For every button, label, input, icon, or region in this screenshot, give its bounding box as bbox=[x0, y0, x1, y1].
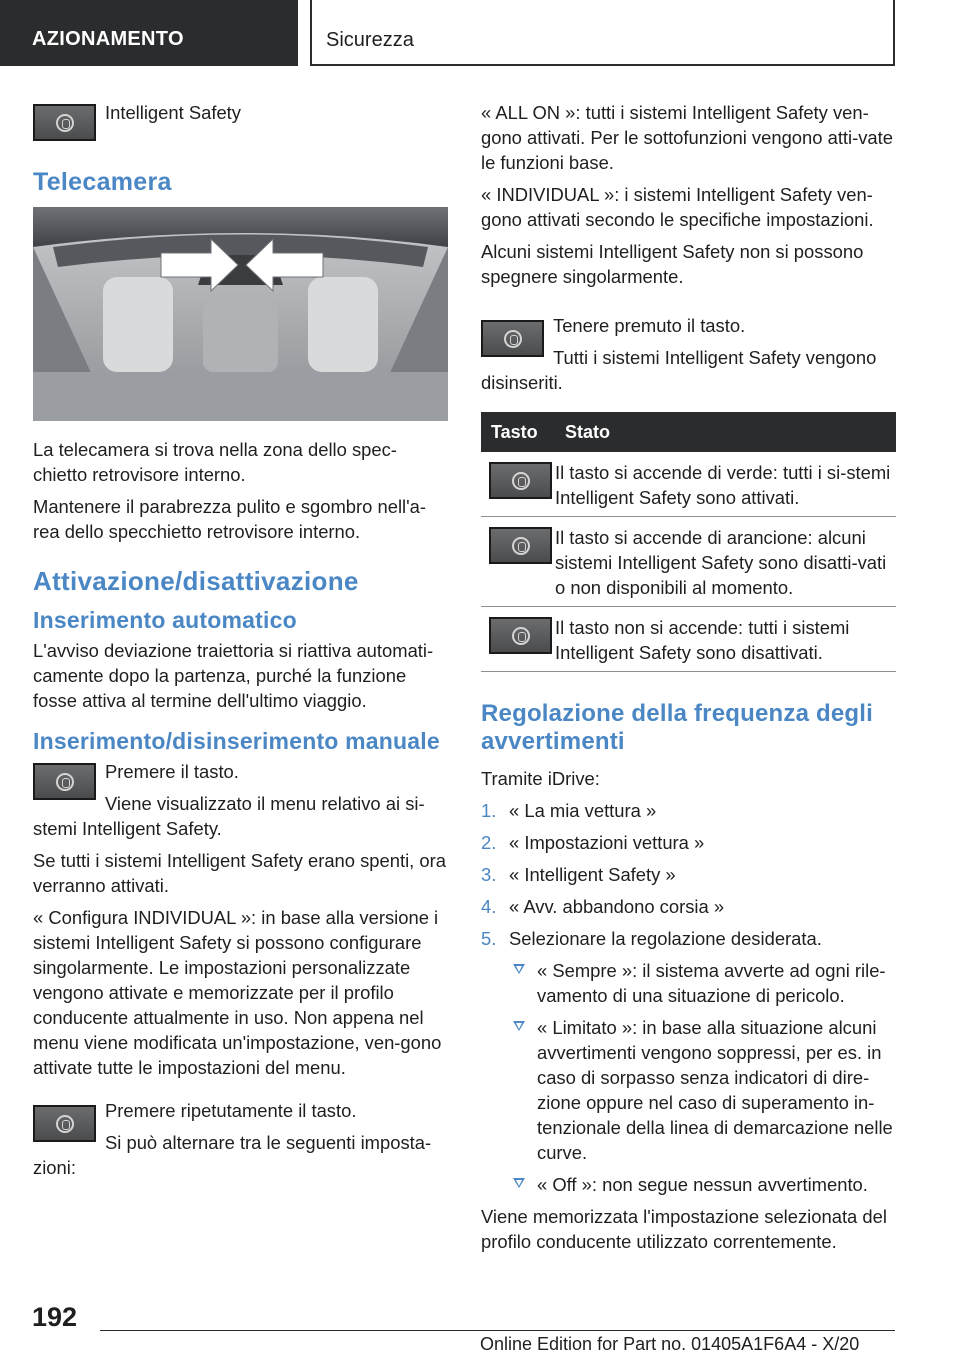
list-item: « Off »: non segue nessun avvertimento. bbox=[509, 1172, 896, 1197]
section-tab bbox=[0, 0, 298, 66]
press-result: Viene visualizzato il menu relativo ai si-stemi Intelligent Safety. bbox=[33, 793, 425, 839]
steps-list bbox=[481, 798, 896, 1197]
table-row bbox=[481, 517, 896, 607]
safety-icon bbox=[56, 773, 74, 791]
camera-paragraph-2: Mantenere il parabrezza pulito e sgombro nell'a-rea dello specchietto retrovisore interno. bbox=[33, 496, 426, 542]
safety-icon bbox=[512, 537, 530, 555]
camera-heading: Telecamera bbox=[33, 168, 172, 196]
press-repeat-result: Si può alternare tra le seguenti imposta-zioni: bbox=[33, 1132, 432, 1178]
auto-paragraph: L'avviso deviazione traiettoria si riattiva automati-camente dopo la partenza, purché la funzione fosse attiva al termine dell'ultimo viaggio. bbox=[33, 640, 434, 711]
config-paragraph: « Configura INDIVIDUAL »: in base alla versione i sistemi Intelligent Safety si possono configurare singolarmente. Le impostazioni personalizzate vengono attivate e memorizzate per il profilo conducente attualmente in uso. Non appena nel menu viene modificata un'impostazione, ven-gono attivate tutte le impostazioni del menu. bbox=[33, 907, 442, 1078]
triangle-bullet-icon bbox=[513, 964, 525, 974]
col-state-header: Stato bbox=[555, 412, 896, 452]
intelligent-safety-button-image bbox=[33, 104, 96, 141]
list-item: « Sempre »: il sistema avverte ad ogni rile-vamento di una situazione di pericolo. bbox=[509, 958, 896, 1008]
button-state-table bbox=[481, 412, 896, 672]
button-orange-image bbox=[489, 527, 552, 564]
state-cell: Il tasto non si accende: tutti i sistemi Intelligent Safety sono disattivati. bbox=[555, 607, 896, 672]
list-item: « Limitato »: in base alla situazione alcuni avvertimenti vengono soppressi, per es. in caso di sorpasso senza indicatori di dire-zione oppure nel caso di superamento in-tenzionale della linea di demarcazione nelle curve. bbox=[509, 1015, 896, 1165]
all-on-paragraph: « ALL ON »: tutti i sistemi Intelligent Safety ven-gono attivati. Per le sottofunzioni vengono atti-vate le funzioni base. bbox=[481, 102, 894, 173]
intelligent-safety-button-image bbox=[481, 320, 544, 357]
hold-result: Tutti i sistemi Intelligent Safety vengono disinseriti. bbox=[481, 347, 877, 393]
state-cell: Il tasto si accende di verde: tutti i si-stemi Intelligent Safety sono attivati. bbox=[555, 452, 896, 517]
press-instruction: Premere il tasto. bbox=[105, 761, 239, 782]
list-item: 3. « Intelligent Safety » bbox=[481, 864, 676, 885]
saved-paragraph: Viene memorizzata l'impostazione selezionata del profilo conducente utilizzato correntemente. bbox=[481, 1206, 887, 1252]
safety-icon bbox=[56, 1115, 74, 1133]
safety-icon bbox=[56, 114, 74, 132]
button-off-image bbox=[489, 617, 552, 654]
camera-paragraph-1: La telecamera si trova nella zona dello spec-chietto retrovisore interno. bbox=[33, 439, 397, 485]
intelligent-safety-button-image bbox=[33, 1105, 96, 1142]
list-item: 4. « Avv. abbandono corsia » bbox=[481, 896, 725, 917]
section-title: AZIONAMENTO bbox=[32, 28, 184, 50]
button-green-image bbox=[489, 462, 552, 499]
button-label: Intelligent Safety bbox=[105, 102, 241, 123]
safety-icon bbox=[504, 330, 522, 348]
subsection-title: Sicurezza bbox=[326, 29, 414, 51]
subsection-tab bbox=[310, 0, 895, 66]
individual-paragraph: « INDIVIDUAL »: i sistemi Intelligent Safety ven-gono attivati secondo le specifiche impostazioni. bbox=[481, 184, 874, 230]
left-column bbox=[33, 100, 448, 1187]
right-column bbox=[481, 100, 896, 1261]
page-number: 192 bbox=[32, 1302, 78, 1332]
all-off-paragraph: Se tutti i sistemi Intelligent Safety erano spenti, ora verranno attivati. bbox=[33, 850, 446, 896]
table-row bbox=[481, 452, 896, 517]
hold-instruction: Tenere premuto il tasto. bbox=[553, 315, 746, 336]
table-header-row bbox=[481, 412, 896, 452]
via-idrive: Tramite iDrive: bbox=[481, 768, 600, 789]
table-row bbox=[481, 607, 896, 672]
list-item: 5. Selezionare la regolazione desiderata. « Sempre »: il sistema avverte ad ogni rile-vamento di una situazione di pericolo. « Limitato »: in base alla situazione alcuni avvertimenti vengono soppressi, per es. in caso di sorpasso senza indicatori di dire-zione oppure nel caso di superamento in-tenzionale della linea di demarcazione nelle curve. « Off »: non segue nessun avvertimento. bbox=[481, 926, 896, 1197]
footer-divider bbox=[100, 1330, 895, 1331]
options-list bbox=[509, 958, 896, 1197]
col-key-header: Tasto bbox=[481, 412, 555, 452]
auto-heading: Inserimento automatico bbox=[33, 607, 297, 633]
state-cell: Il tasto si accende di arancione: alcuni sistemi Intelligent Safety sono disatti-vati o non disponibili al momento. bbox=[555, 517, 896, 607]
triangle-bullet-icon bbox=[513, 1178, 525, 1188]
safety-icon bbox=[512, 472, 530, 490]
camera-photo bbox=[33, 207, 448, 421]
page-header bbox=[0, 0, 960, 66]
triangle-bullet-icon bbox=[513, 1021, 525, 1031]
some-systems-paragraph: Alcuni sistemi Intelligent Safety non si possono spegnere singolarmente. bbox=[481, 241, 864, 287]
list-item: 1. « La mia vettura » bbox=[481, 800, 657, 821]
frequency-heading: Regolazione della frequenza degli avvertimenti bbox=[481, 700, 874, 755]
list-item: 2. « Impostazioni vettura » bbox=[481, 832, 705, 853]
intelligent-safety-button-image bbox=[33, 763, 96, 800]
manual-heading: Inserimento/disinserimento manuale bbox=[33, 728, 440, 754]
activation-heading: Attivazione/disattivazione bbox=[33, 566, 359, 596]
safety-icon bbox=[512, 627, 530, 645]
press-repeat-instruction: Premere ripetutamente il tasto. bbox=[105, 1100, 357, 1121]
edition-text: Online Edition for Part no. 01405A1F6A4 - X/20 bbox=[480, 1334, 860, 1354]
